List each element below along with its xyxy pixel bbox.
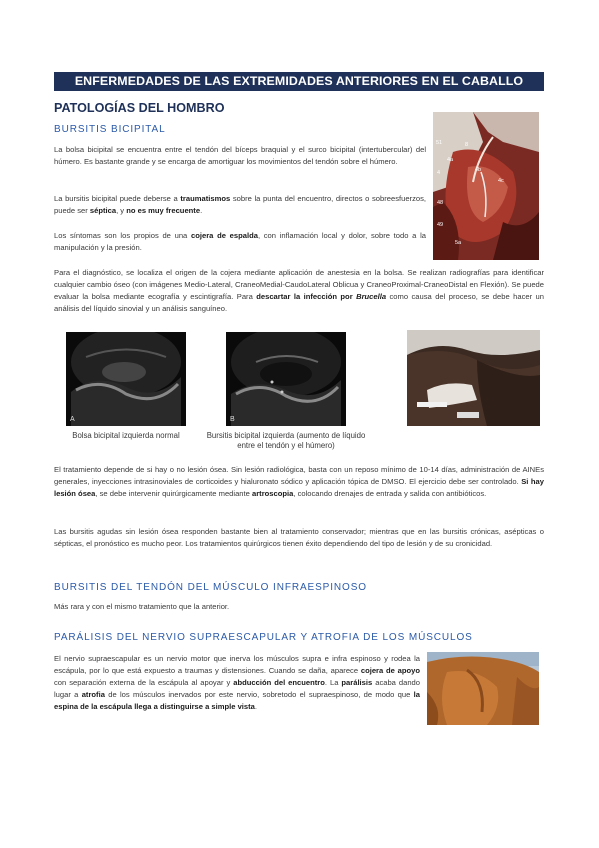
anatomy-label: 4 xyxy=(437,170,441,176)
paragraph-prognosis: Las bursitis agudas sin lesión ósea responden bastante bien al tratamiento conservador; mientras que en las bursitis crónicas, asépticas o sépticas, el pronóstico es mucho peor. Los tratamientos quirúrgicos tienen éxito dependiendo del tipo de lesión y de su cronicidad. xyxy=(54,527,544,549)
anatomy-label: 5a xyxy=(455,240,462,246)
anatomy-label: 49 xyxy=(437,222,444,228)
anatomy-label: 4a xyxy=(447,157,454,163)
caption-bursitis: Bursitis bicipital izquierda (aumento de líquido entre el tendón y el húmero) xyxy=(206,431,366,450)
section-title: PATOLOGÍAS DEL HOMBRO xyxy=(54,101,225,115)
paragraph-causes: La bursitis bicipital puede deberse a traumatismos sobre la punta del encuentro, directos o sobreesfuerzos, puede ser séptica, y no es muy frecuente. xyxy=(54,194,427,216)
paragraph-treatment: El tratamiento depende de si hay o no lesión ósea. Sin lesión radiológica, basta con un reposo mínimo de 10-14 días, administración de AINEs generales, inyecciones intrasinoviales de corticoides y hialuronato sódico y aplicación tópica de DMSO. El ejercicio debe ser controlado. Si hay lesión ósea, se debe intervenir quirúrgicamente mediante artroscopia, colocando drenajes de entrada y salida con antibióticos. xyxy=(54,465,545,499)
shoulder-anatomy-photo xyxy=(433,112,539,260)
heading-paralisis: PARÁLISIS DEL NERVIO SUPRAESCAPULAR Y ATROFIA DE LOS MÚSCULOS xyxy=(54,632,473,643)
anatomy-label: 4c xyxy=(498,178,504,184)
heading-bursitis-bicipital: BURSITIS BICIPITAL xyxy=(54,124,166,135)
anatomy-label: 8 xyxy=(465,142,469,148)
paragraph-paralisis: El nervio supraescapular es un nervio motor que inerva los músculos supra e infra espinoso y rodea la escápula, por lo que está expuesto a traumas y distensiones. Cuando se daña, aparece cojera de apoyo con separación externa de la escápula al apoyar y abducción del encuentro. La parálisis acaba dando lugar a atrofia de los músculos inervados por este nervio, sobretodo el supraespinoso, de modo que la espina de la escápula llega a distinguirse a simple vista. xyxy=(54,654,421,712)
horse-shoulder-atrophy-photo xyxy=(427,652,539,725)
anatomy-label: 51 xyxy=(436,140,443,146)
ultrasound-label: A xyxy=(70,416,75,423)
paragraph-anatomy: La bolsa bicipital se encuentra entre el tendón del bíceps braquial y el surco bicipital (intertubercular) del húmero. Es bastante grande y se encarga de amortiguar los movimientos del tendón sobre el húmero. xyxy=(54,145,426,167)
paragraph-diagnosis: Para el diagnóstico, se localiza el origen de la cojera mediante aplicación de anestesia en la bolsa. Se realizan radiografías para identificar cualquier cambio óseo (con imágenes Medio-Lateral, CraneoMedial-CaudoLateral Oblicua y CraneoProximal-CraneoDistal en Flexión). Se puede evaluar la bolsa mediante ecografía y escintigrafía. Para descartar la infección por Brucella como causa del proceso, se debe hacer un análisis del líquido sinovial y un análisis sanguíneo. xyxy=(54,268,544,314)
heading-bursitis-infraespinoso: BURSITIS DEL TENDÓN DEL MÚSCULO INFRAESPINOSO xyxy=(54,582,367,593)
chapter-banner: ENFERMEDADES DE LAS EXTREMIDADES ANTERIORES EN EL CABALLO xyxy=(54,72,544,91)
ultrasound-label: B xyxy=(230,416,235,423)
clinical-arthrocentesis-photo xyxy=(407,330,540,426)
anatomy-label: 48 xyxy=(437,200,444,206)
ultrasound-normal-image xyxy=(66,332,186,426)
paragraph-symptoms: Los síntomas son los propios de una cojera de espalda, con inflamación local y dolor, sobre todo a la manipulación y la presión. xyxy=(54,231,426,253)
caption-normal: Bolsa bicipital izquierda normal xyxy=(72,431,180,440)
ultrasound-bursitis-image xyxy=(226,332,346,426)
paragraph-infraespinoso: Más rara y con el mismo tratamiento que la anterior. xyxy=(54,602,230,611)
anatomy-label: 4b xyxy=(475,167,482,173)
